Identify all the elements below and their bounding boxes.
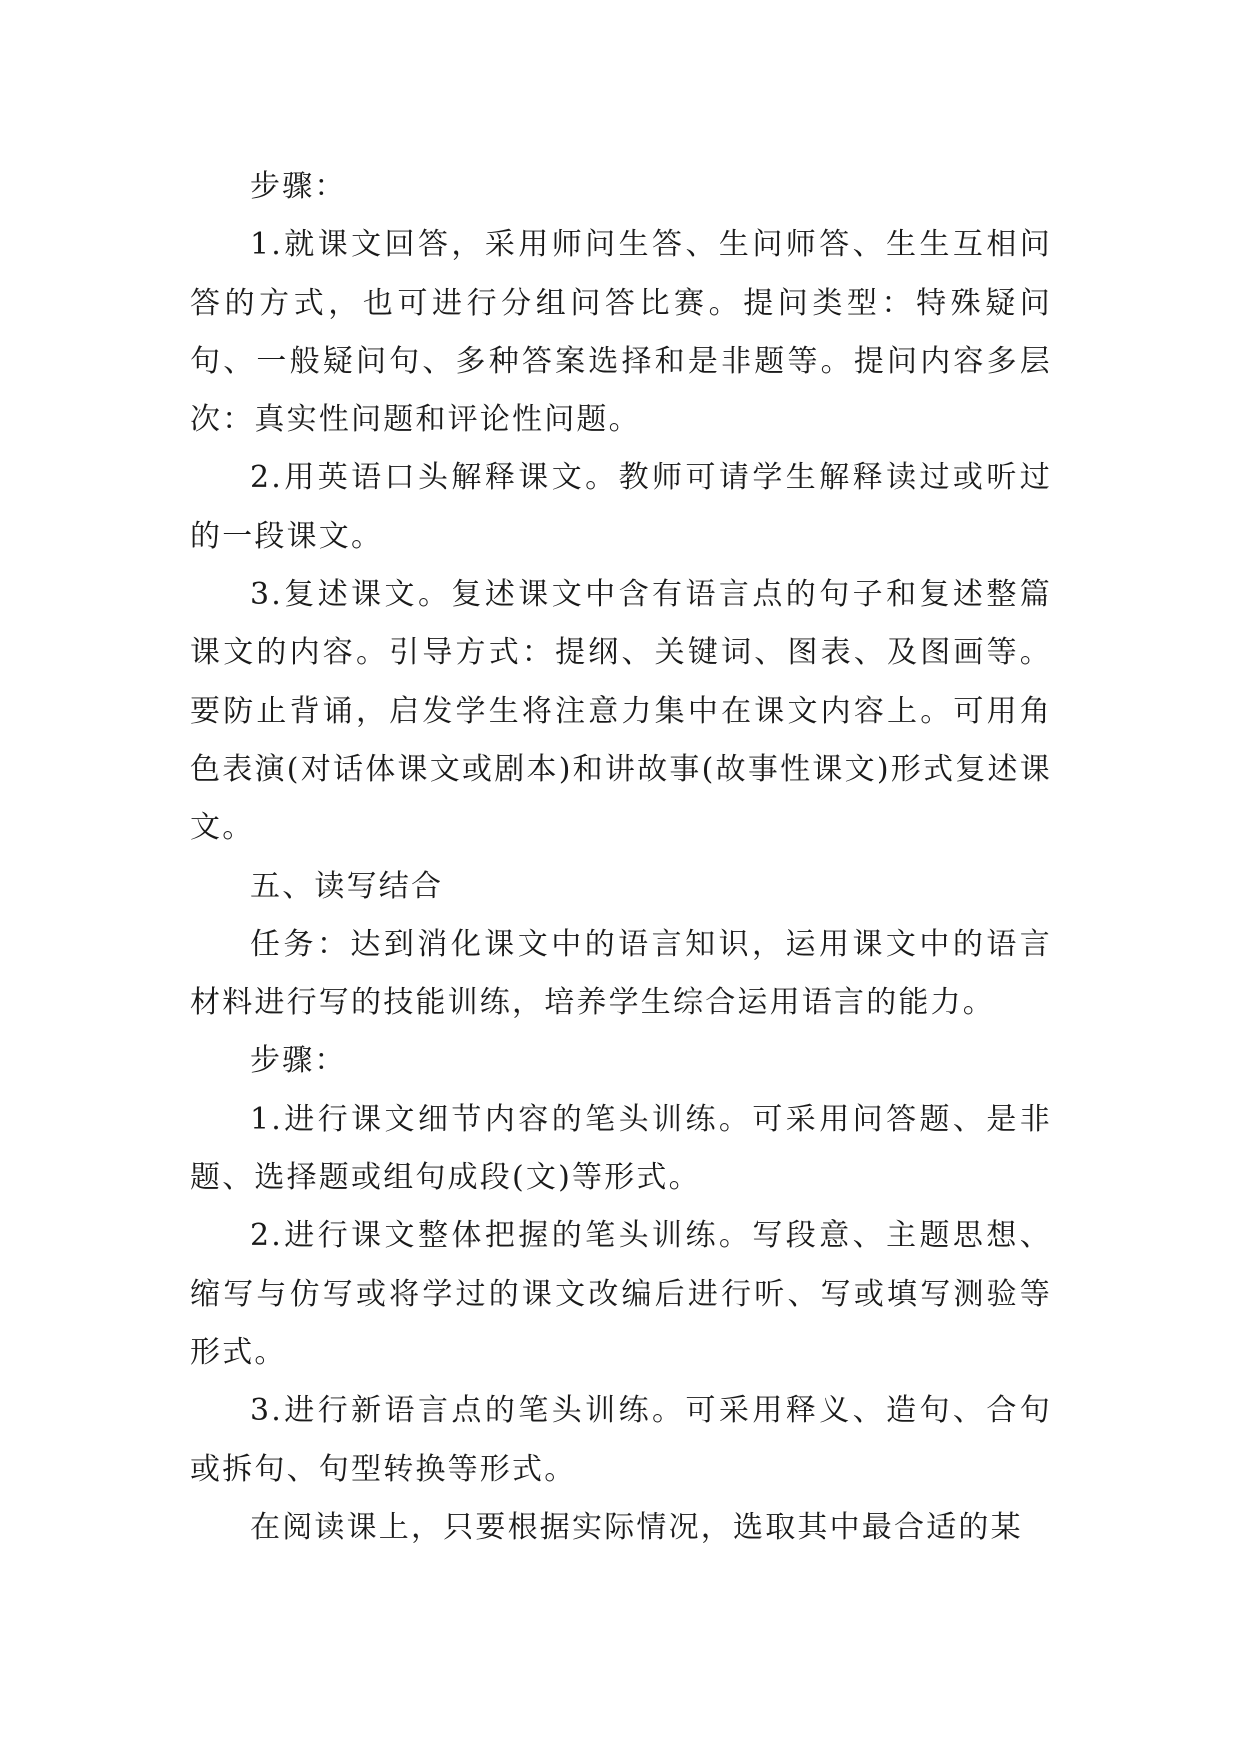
- paragraph-task: 任务：达到消化课文中的语言知识，运用课文中的语言材料进行写的技能训练，培养学生综合运用语言的能力。: [190, 926, 1052, 1021]
- paragraph-steps-heading-1: 步骤：: [250, 169, 347, 204]
- section-heading-reading-writing: 五、读写结合: [250, 868, 444, 904]
- paragraph-conclusion: 在阅读课上，只要根据实际情况，选取其中最合适的某: [250, 1509, 1023, 1545]
- paragraph-step-3-new-points: 3.进行新语言点的笔头训练。可采用释义、造句、合句或拆句、句型转换等形式。: [190, 1393, 1052, 1487]
- paragraph-steps-heading-2: 步骤：: [250, 1043, 347, 1079]
- paragraph-step-1-qa: 1.就课文回答，采用师问生答、生问师答、生生互相问答的方式，也可进行分组问答比赛。提问类型：特殊疑问句、一般疑问句、多种答案选择和是非题等。提问内容多层次：真实性问题和评论性问题。: [190, 227, 1052, 438]
- document-body: [190, 158, 1052, 1557]
- paragraph-step-1-details: 1.进行课文细节内容的笔头训练。可采用问答题、是非题、选择题或组句成段(文)等形式。: [190, 1101, 1052, 1196]
- paragraph-step-3-retell: 3.复述课文。复述课文中含有语言点的句子和复述整篇课文的内容。引导方式：提纲、关键词、图表、及图画等。要防止背诵，启发学生将注意力集中在课文内容上。可用角色表演(对话体课文或剧本)和讲故事(故事性课文)形式复述课文。: [190, 577, 1052, 846]
- paragraph-step-2-overall: 2.进行课文整体把握的笔头训练。写段意、主题思想、缩写与仿写或将学过的课文改编后进行听、写或填写测验等形式。: [190, 1218, 1052, 1370]
- paragraph-step-2-explain: 2.用英语口头解释课文。教师可请学生解释读过或听过的一段课文。: [190, 460, 1052, 554]
